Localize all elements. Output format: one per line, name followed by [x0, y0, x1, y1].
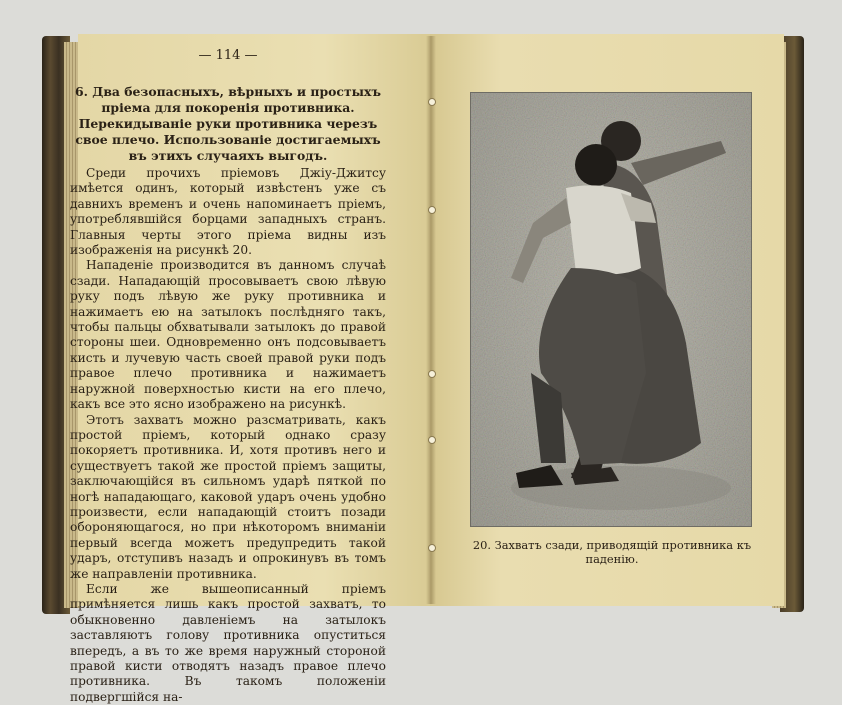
wrestlers-illustration — [471, 93, 751, 526]
illustration-photo — [470, 92, 752, 527]
paragraph: Если же вышеописанный пріемъ примѣняется лишь какъ простой захватъ, то обыкновенно давленіемъ на затылокъ заставляютъ голову противника опуститься впередъ, а въ то же время наружный стороной правой кисти отводятъ назадъ правое плечо противника. Въ такомъ положеніи подвергшійся на- — [70, 581, 386, 704]
paragraph: Среди прочихъ пріемовъ Джіу-Джитсу имѣется одинъ, который извѣстенъ уже съ давнихъ временъ и очень напоминаетъ пріемъ, употреблявшійся борцами западныхъ странъ. Главныя черты этого пріема видны изъ изображенія на рисункѣ 20. — [70, 166, 386, 258]
body-text — [70, 166, 386, 705]
stitch-hole — [428, 206, 436, 214]
section-heading: 6. Два безопасныхъ, вѣрныхъ и простыхъ пріема для покоренія противника. Перекидываніе руки противника черезъ свое плечо. Использованіе достигаемыхъ въ этихъ случаяхъ выгодъ. — [75, 84, 381, 163]
stitch-hole — [428, 436, 436, 444]
figure-caption: 20. Захватъ сзади, приводящій противника къ паденію. — [472, 538, 752, 566]
stitch-hole — [428, 544, 436, 552]
book-gutter — [426, 36, 436, 604]
paragraph: Нападеніе производится въ данномъ случаѣ сзади. Нападающій просовываетъ свою лѣвую руку подъ лѣвую же руку противника и нажимаетъ ею на затылокъ послѣдняго такъ, чтобы пальцы обхватывали затылокъ до правой стороны шеи. Одновременно онъ подсовываетъ кисть и лучевую часть своей правой руки подъ правое плечо противника и нажимаетъ наружной поверхностью кисти на его плечо, какъ все это ясно изображено на рисункѣ. — [70, 258, 386, 412]
paragraph: Этотъ захватъ можно разсматривать, какъ простой пріемъ, который однако сразу покоряетъ противника. И, хотя противъ него и существуетъ такой же простой пріемъ защиты, заключающійся въ сильномъ ударѣ пяткой по ногѣ нападающаго, каковой ударъ очень удобно произвести, если нападающій стоитъ позади обороняющагося, но при нѣкоторомъ вниманіи первый всегда можетъ предупредить такой ударъ, отступивъ назадъ и опрокинувъ въ томъ же направленіи противника. — [70, 412, 386, 581]
stitch-hole — [428, 370, 436, 378]
page-number: — 114 — — [198, 48, 258, 63]
stitch-hole — [428, 98, 436, 106]
